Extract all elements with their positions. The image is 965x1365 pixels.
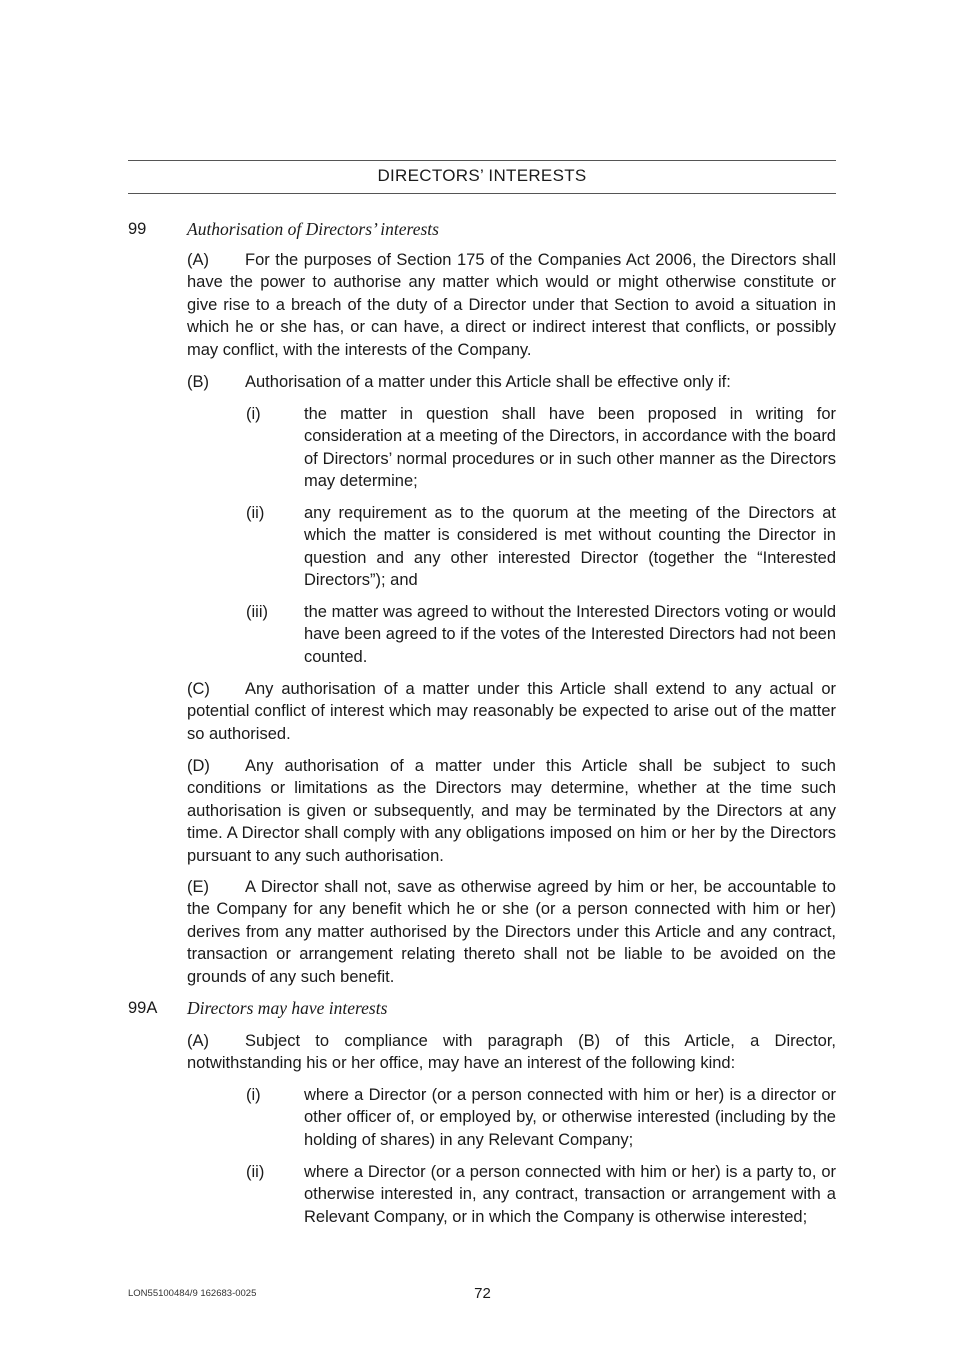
header-rule-top xyxy=(128,160,836,161)
paragraph-d xyxy=(187,755,836,867)
item-label: (i) xyxy=(246,405,261,423)
paragraph-label: (A) xyxy=(187,251,209,269)
item-text: the matter was agreed to without the Interested Directors voting or would have been agreed to if the votes of the Interested Directors had not been counted. xyxy=(304,603,836,666)
item-text: where a Director (or a person connected with him or her) is a director or other officer of, or employed by, or otherwise interested (including by the holding of shares) in any Relevant Company; xyxy=(304,1086,836,1149)
article-title: Directors may have interests xyxy=(187,998,388,1018)
article-title: Authorisation of Directors’ interests xyxy=(187,219,439,239)
header-rule-bottom xyxy=(128,193,836,194)
item-text: any requirement as to the quorum at the meeting of the Directors at which the matter is considered is met without counting the Director in question and any other interested Director (together the “Interested Directors”); and xyxy=(304,504,836,590)
item-label: (i) xyxy=(246,1086,261,1104)
paragraph-label: (B) xyxy=(187,373,209,391)
item-label: (ii) xyxy=(246,504,265,522)
paragraph-e xyxy=(187,876,836,988)
footer-reference: LON55100484/9 162683-0025 xyxy=(128,1288,257,1299)
paragraph-text: Subject to compliance with paragraph (B) of this Article, a Director, notwithstanding his or her office, may have an interest of the following kind: xyxy=(187,1032,836,1073)
item-text: the matter in question shall have been proposed in writing for consideration at a meeting of the Directors, in accordance with the board of Directors’ normal procedures or in such other manner as the Directors may determine; xyxy=(304,405,836,491)
paragraph-label: (E) xyxy=(187,878,209,896)
paragraph-text: A Director shall not, save as otherwise agreed by him or her, be accountable to the Company for any benefit which he or she (or a person connected with him or her) derives from any matter authorised by the Directors under this Article and any contract, transaction or arrangement relating thereto shall not be liable to be avoided on the grounds of any such benefit. xyxy=(187,878,836,986)
paragraph-text: Any authorisation of a matter under this Article shall extend to any actual or potential conflict of interest which may reasonably be expected to arise out of the matter so authorised. xyxy=(187,680,836,743)
paragraph-text: For the purposes of Section 175 of the Companies Act 2006, the Directors shall have the power to authorise any matter which would or might otherwise constitute or give rise to a breach of the duty of a Director under that Section to avoid a situation in which he or she has, or can have, a direct or indirect interest that conflicts, or possibly may conflict, with the interests of the Company. xyxy=(187,251,836,359)
item-label: (ii) xyxy=(246,1163,265,1181)
page-number: 72 xyxy=(474,1285,491,1302)
article-number: 99 xyxy=(128,220,147,238)
paragraph-text: Any authorisation of a matter under this Article shall be subject to such conditions or limitations as the Directors may determine, whether at the time such authorisation is given or subsequently, and may be terminated by the Directors at any time. A Director shall comply with any obligations imposed on him or her by the Directors pursuant to any such authorisation. xyxy=(187,757,836,865)
section-heading: DIRECTORS’ INTERESTS xyxy=(377,166,587,185)
item-text: where a Director (or a person connected with him or her) is a party to, or otherwise interested in, any contract, transaction or arrangement with a Relevant Company, or in which the Company is otherwise interested; xyxy=(304,1163,836,1226)
paragraph-a xyxy=(187,249,836,361)
paragraph-a xyxy=(187,1030,836,1075)
paragraph-text: Authorisation of a matter under this Article shall be effective only if: xyxy=(245,373,731,391)
paragraph-label: (C) xyxy=(187,680,210,698)
paragraph-label: (D) xyxy=(187,757,210,775)
paragraph-label: (A) xyxy=(187,1032,209,1050)
paragraph-c xyxy=(187,678,836,745)
paragraph-b xyxy=(187,371,836,393)
article-number: 99A xyxy=(128,999,158,1017)
item-label: (iii) xyxy=(246,603,268,621)
